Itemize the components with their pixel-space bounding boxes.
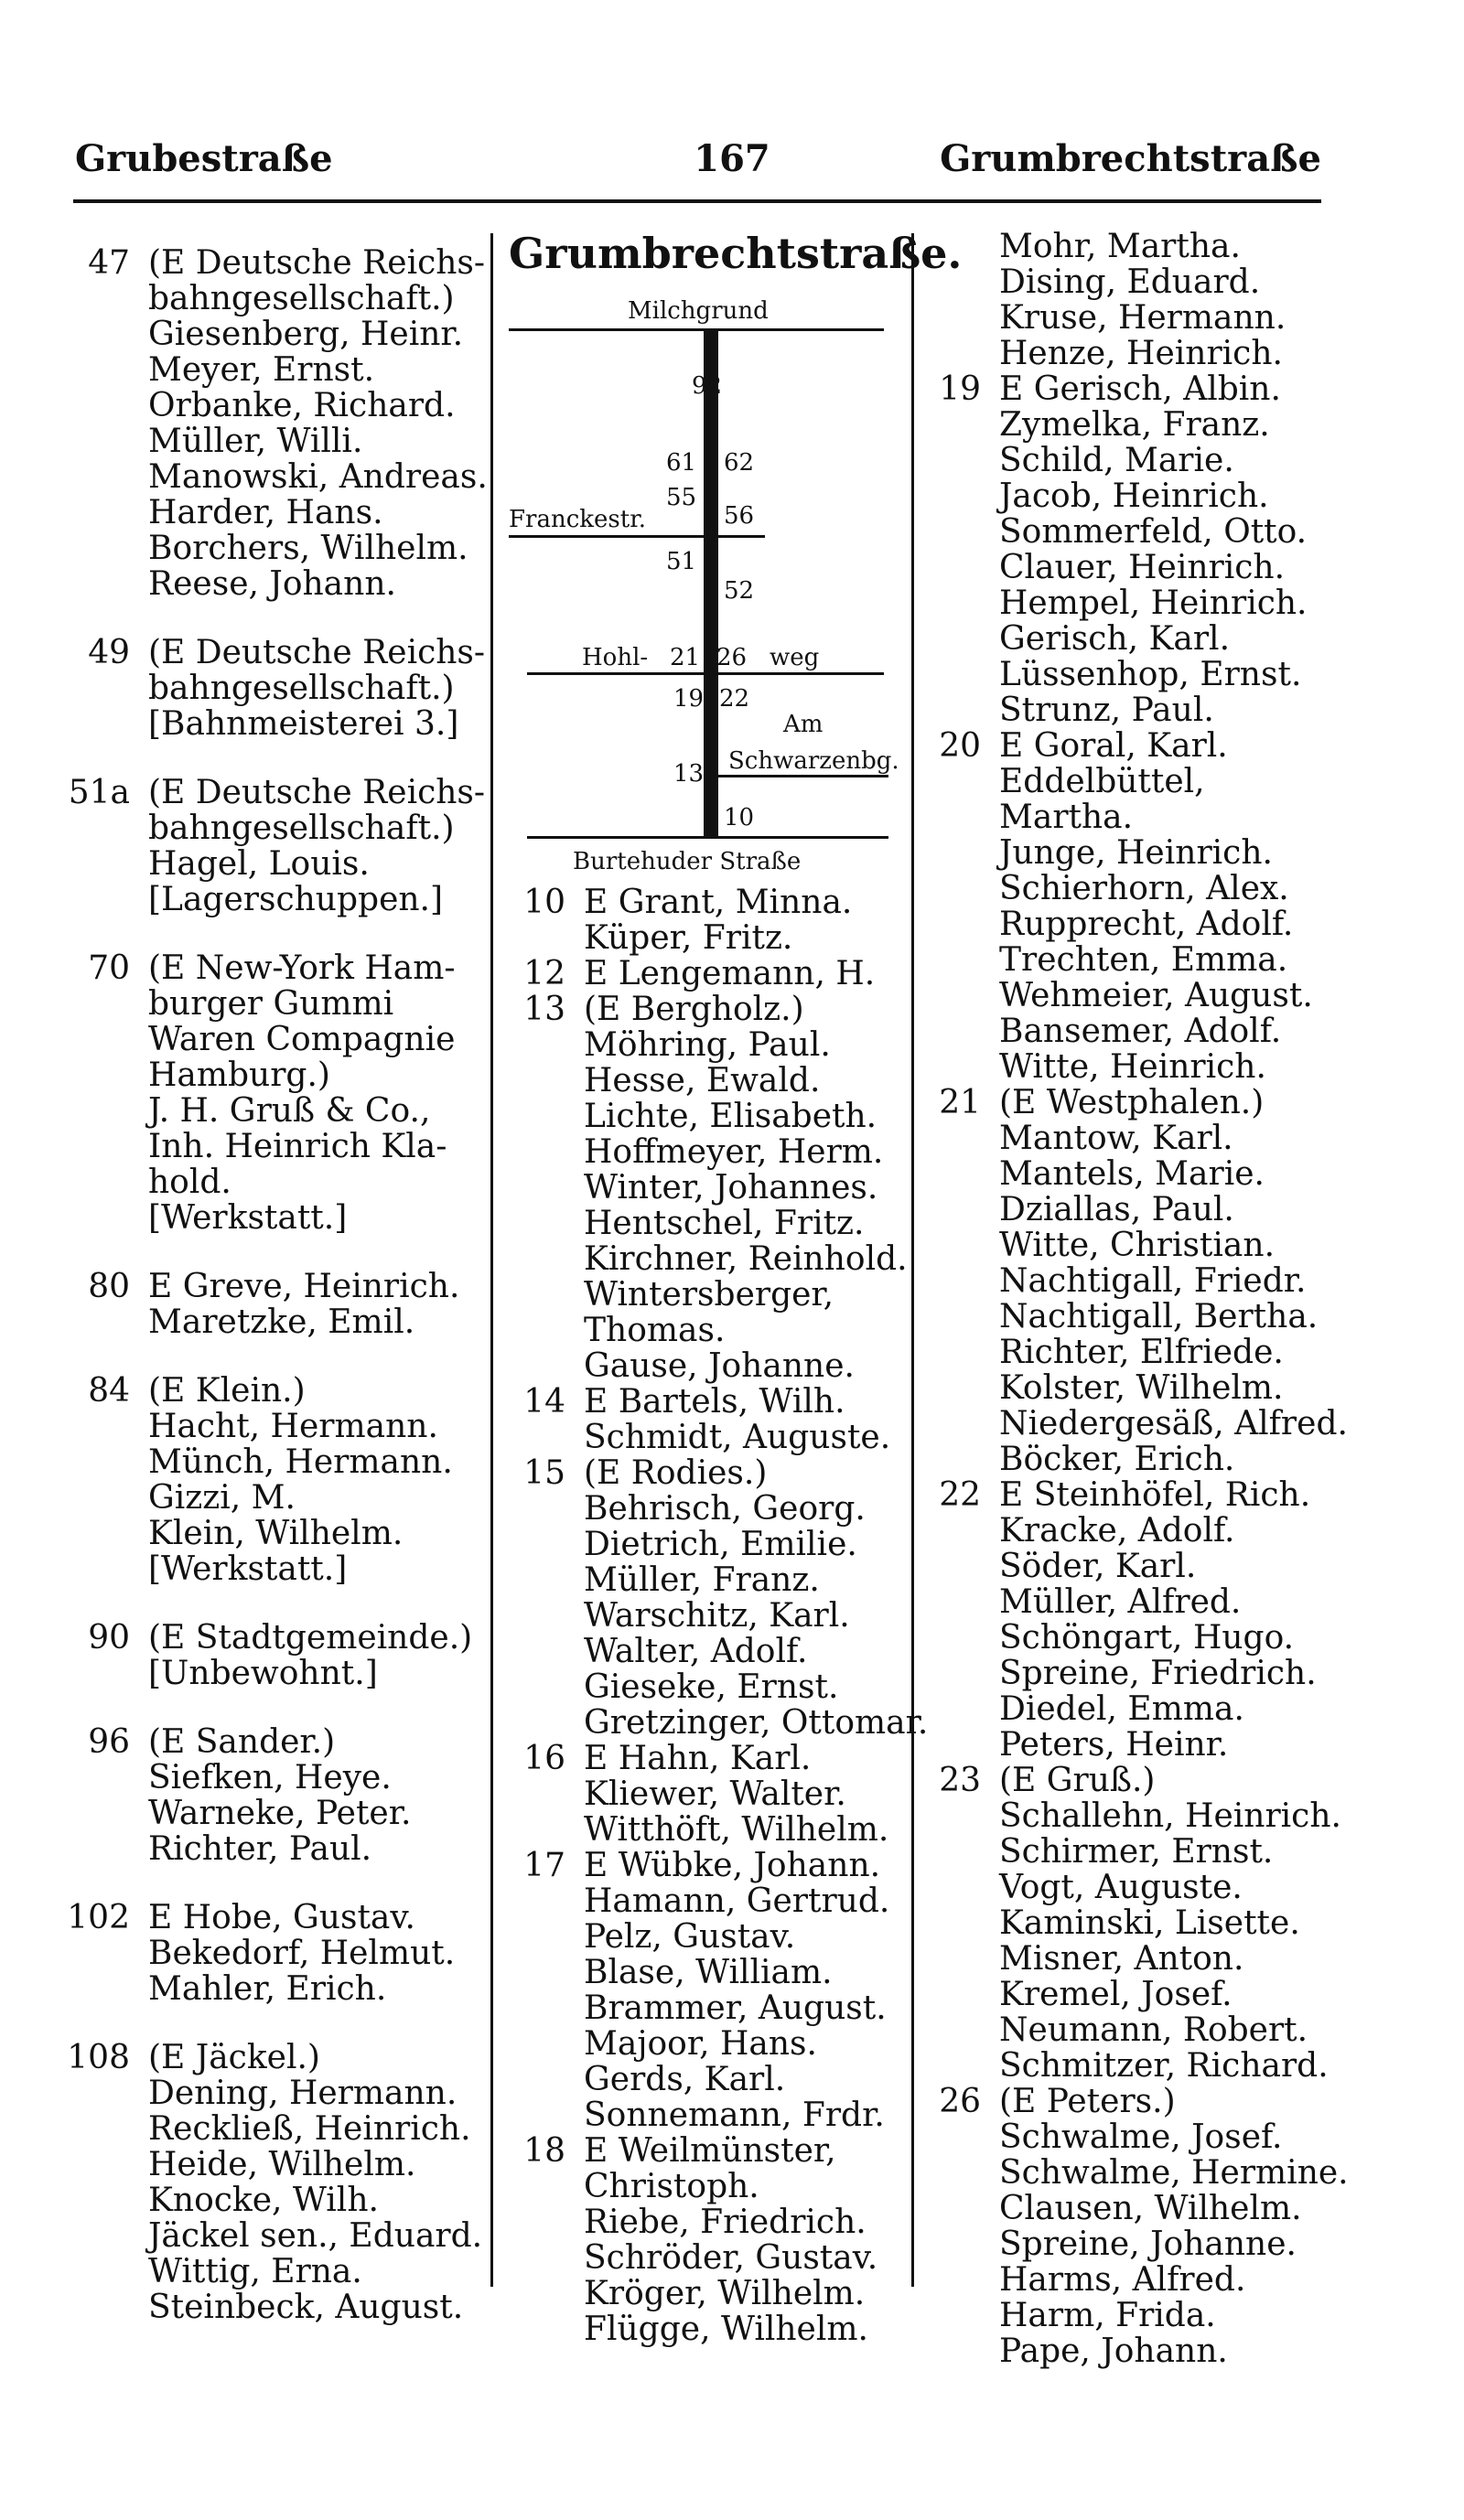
column-divider-left xyxy=(490,233,493,2287)
entry-first-line: E Grant, Minna. xyxy=(584,884,853,921)
entry-line: Gretzinger, Ottomar. xyxy=(584,1704,929,1742)
entry-line: Winter, Johannes. xyxy=(584,1169,878,1206)
entry-line: Gieseke, Ernst. xyxy=(584,1668,839,1706)
entry-line: Bansemer, Adolf. xyxy=(999,1013,1282,1050)
entry-line: Niedergesäß, Alfred. xyxy=(999,1405,1348,1442)
entry-line: Martha. xyxy=(999,799,1134,836)
entry-line: Wittig, Erna. xyxy=(148,2253,362,2290)
house-number: 18 xyxy=(523,2132,565,2170)
entry-line: Strunz, Paul. xyxy=(999,692,1214,729)
entry-line: Hagel, Louis. xyxy=(148,845,370,883)
house-number: 102 xyxy=(67,1899,130,1936)
entry-line: Gause, Johanne. xyxy=(584,1347,855,1385)
entry-line: Schwalme, Josef. xyxy=(999,2118,1283,2156)
entry-line: Brammer, August. xyxy=(584,1989,887,2027)
house-number: 17 xyxy=(523,1847,565,1884)
entry-line: Harms, Alfred. xyxy=(999,2261,1246,2299)
map-label-hohl: Hohl- xyxy=(582,644,649,671)
entry-line: Lüssenhop, Ernst. xyxy=(999,656,1302,693)
map-number: 10 xyxy=(724,804,755,831)
map-label-franckestr: Franckestr. xyxy=(509,506,647,533)
street-map xyxy=(509,281,902,885)
entry-line: Schmidt, Auguste. xyxy=(584,1419,891,1456)
map-number: 55 xyxy=(666,484,697,511)
entry-line: Schierhorn, Alex. xyxy=(999,870,1289,907)
address-entry xyxy=(500,1741,904,1848)
entry-line: bahngesellschaft.) xyxy=(148,810,455,847)
house-number: 22 xyxy=(939,1476,981,1514)
column-left xyxy=(64,244,488,2358)
entry-line: Harm, Frida. xyxy=(999,2297,1216,2334)
entry-line: Kruse, Hermann. xyxy=(999,299,1286,337)
map-number: 19 xyxy=(673,685,705,713)
entry-first-line: E Wübke, Johann. xyxy=(584,1847,881,1884)
entry-line: Sonnemann, Frdr. xyxy=(584,2096,885,2134)
entry-line: Kliewer, Walter. xyxy=(584,1775,846,1813)
entry-line: Lichte, Elisabeth. xyxy=(584,1098,877,1135)
entry-line: Klein, Wilhelm. xyxy=(148,1515,404,1552)
entry-line: Harder, Hans. xyxy=(148,494,383,531)
entry-line: J. H. Gruß & Co., xyxy=(148,1092,431,1130)
entry-line: Reese, Johann. xyxy=(148,565,396,603)
entry-line: Schröder, Gustav. xyxy=(584,2239,878,2277)
entry-line: Sommerfeld, Otto. xyxy=(999,513,1308,551)
entry-line: Reckließ, Heinrich. xyxy=(148,2110,471,2148)
entry-line: Hesse, Ewald. xyxy=(584,1062,821,1099)
entry-line: Walter, Adolf. xyxy=(584,1633,808,1670)
house-number: 19 xyxy=(939,370,981,408)
entry-line: [Unbewohnt.] xyxy=(148,1655,378,1692)
entry-first-line: E Greve, Heinrich. xyxy=(148,1268,460,1305)
house-number: 21 xyxy=(939,1084,981,1121)
entry-first-line: E Bartels, Wilh. xyxy=(584,1383,845,1421)
entry-first-line: (E Westphalen.) xyxy=(999,1084,1265,1121)
entry-line: Trechten, Emma. xyxy=(999,941,1288,979)
entry-line: Steinbeck, August. xyxy=(148,2289,464,2326)
address-entry xyxy=(500,991,908,1385)
map-line-milchgrund xyxy=(509,328,884,331)
entry-line: Christoph. xyxy=(584,2168,759,2205)
address-entry xyxy=(64,950,485,1236)
address-entry xyxy=(500,1454,929,1742)
entry-line: Witte, Heinrich. xyxy=(999,1048,1266,1086)
entry-line: Jacob, Heinrich. xyxy=(999,477,1269,515)
house-number: 23 xyxy=(939,1762,981,1799)
entry-line: Majoor, Hans. xyxy=(584,2025,817,2063)
entry-line: Gizzi, M. xyxy=(148,1479,296,1517)
map-number: 92 xyxy=(692,372,723,400)
house-number: 96 xyxy=(88,1723,130,1761)
entry-line: Siefken, Heye. xyxy=(148,1759,392,1796)
map-number: 26 xyxy=(716,644,748,671)
entry-line: Witte, Christian. xyxy=(999,1227,1276,1264)
entry-line: Hentschel, Fritz. xyxy=(584,1205,865,1242)
map-number: 56 xyxy=(724,502,755,530)
entry-line: Dietrich, Emilie. xyxy=(584,1526,857,1563)
map-number: 51 xyxy=(666,548,697,575)
entry-line: Dening, Hermann. xyxy=(148,2075,458,2112)
entry-line: Bekedorf, Helmut. xyxy=(148,1935,456,1972)
entry-line: Junge, Heinrich. xyxy=(999,834,1273,872)
entry-line: Kracke, Adolf. xyxy=(999,1512,1235,1550)
map-number: 52 xyxy=(724,577,755,605)
entry-first-line: (E New-York Ham- xyxy=(148,949,456,987)
entry-line: Orbanke, Richard. xyxy=(148,387,456,424)
address-entry xyxy=(915,229,1427,371)
entry-first-line: E Lengemann, H. xyxy=(584,955,876,992)
address-entry xyxy=(64,775,485,917)
entry-line: Borchers, Wilhelm. xyxy=(148,530,468,567)
map-line-hohlweg xyxy=(527,672,884,675)
entry-line: [Bahnmeisterei 3.] xyxy=(148,705,459,743)
entry-first-line: E Goral, Karl. xyxy=(999,727,1228,765)
address-entry xyxy=(64,1620,485,1691)
entry-line: bahngesellschaft.) xyxy=(148,280,455,317)
entry-line: Küper, Fritz. xyxy=(584,919,793,957)
address-entry xyxy=(500,956,904,992)
entry-line: Flügge, Wilhelm. xyxy=(584,2311,868,2348)
house-number: 70 xyxy=(88,949,130,987)
entry-line: Gerisch, Karl. xyxy=(999,620,1231,658)
map-label-weg: weg xyxy=(770,644,820,671)
entry-line: Inh. Heinrich Kla- xyxy=(148,1128,447,1165)
entry-first-line: (E Deutsche Reichs- xyxy=(148,774,486,811)
house-number: 108 xyxy=(67,2039,130,2076)
address-entry xyxy=(915,371,1427,728)
entry-line: Neumann, Robert. xyxy=(999,2011,1308,2049)
house-number: 47 xyxy=(88,244,130,282)
house-number: 84 xyxy=(88,1372,130,1410)
entry-line: Kirchner, Reinhold. xyxy=(584,1240,908,1278)
house-number: 49 xyxy=(88,634,130,671)
map-number: 21 xyxy=(670,644,701,671)
entry-line: [Lagerschuppen.] xyxy=(148,881,444,918)
entry-line: Richter, Elfriede. xyxy=(999,1334,1284,1371)
entry-line: Münch, Hermann. xyxy=(148,1443,453,1481)
entry-first-line: (E Bergholz.) xyxy=(584,991,804,1028)
entry-line: Vogt, Auguste. xyxy=(999,1869,1243,1906)
address-entry xyxy=(500,885,904,956)
entry-line: Spreine, Johanne. xyxy=(999,2225,1297,2263)
entry-line: burger Gummi xyxy=(148,985,394,1023)
entry-line: Dziallas, Paul. xyxy=(999,1191,1234,1228)
entry-line: Schwalme, Hermine. xyxy=(999,2154,1349,2192)
entry-line: Hoffmeyer, Herm. xyxy=(584,1133,884,1171)
entry-first-line: E Hahn, Karl. xyxy=(584,1740,812,1777)
map-label-burtehuder: Burtehuder Straße xyxy=(573,848,802,875)
house-number: 26 xyxy=(939,2083,981,2120)
address-entry xyxy=(500,1384,904,1455)
house-number: 80 xyxy=(88,1268,130,1305)
entry-line: Jäckel sen., Eduard. xyxy=(148,2217,483,2255)
address-entry xyxy=(64,1900,485,2007)
entry-line: Blase, William. xyxy=(584,1954,833,1991)
entry-line: Hamann, Gertrud. xyxy=(584,1882,890,1920)
entry-line: Heide, Wilhelm. xyxy=(148,2146,416,2183)
entry-line: Nachtigall, Bertha. xyxy=(999,1298,1319,1335)
entry-first-line: E Gerisch, Albin. xyxy=(999,370,1281,408)
entry-first-line: (E Jäckel.) xyxy=(148,2039,320,2076)
entry-line: Witthöft, Wilhelm. xyxy=(584,1811,889,1849)
entry-first-line: (E Sander.) xyxy=(148,1723,336,1761)
entry-line: Richter, Paul. xyxy=(148,1830,372,1868)
map-line-schwarzenbg xyxy=(715,775,888,777)
entry-line: Knocke, Wilh. xyxy=(148,2182,379,2219)
entry-line: Maretzke, Emil. xyxy=(148,1303,415,1341)
entry-line: Misner, Anton. xyxy=(999,1940,1244,1978)
house-number: 15 xyxy=(523,1454,565,1492)
entry-first-line: E Steinhöfel, Rich. xyxy=(999,1476,1311,1514)
entry-line: Kremel, Josef. xyxy=(999,1976,1233,2013)
map-number: 22 xyxy=(719,685,750,713)
map-number: 62 xyxy=(724,449,755,477)
entry-line: Giesenberg, Heinr. xyxy=(148,316,464,353)
house-number: 14 xyxy=(523,1383,565,1421)
entry-line: Hamburg.) xyxy=(148,1056,330,1094)
entry-line: Schöngart, Hugo. xyxy=(999,1619,1295,1657)
entry-line: Böcker, Erich. xyxy=(999,1441,1235,1478)
map-line-franckestr xyxy=(509,535,765,538)
map-number: 61 xyxy=(666,449,697,477)
address-entry xyxy=(915,1085,1427,1477)
house-number: 16 xyxy=(523,1740,565,1777)
address-entry xyxy=(64,1724,485,1867)
entry-line: Warneke, Peter. xyxy=(148,1795,412,1832)
house-number: 10 xyxy=(523,884,565,921)
entry-line: Mantow, Karl. xyxy=(999,1120,1233,1157)
address-entry xyxy=(64,1373,485,1587)
entry-line: Henze, Heinrich. xyxy=(999,335,1283,372)
entry-line: Thomas. xyxy=(584,1312,726,1349)
house-number: 13 xyxy=(523,991,565,1028)
entry-line: Manowski, Andreas. xyxy=(148,458,488,496)
entry-line: Möhring, Paul. xyxy=(584,1026,831,1064)
entry-line: Hacht, Hermann. xyxy=(148,1408,438,1445)
map-label-milchgrund: Milchgrund xyxy=(628,297,769,325)
entry-first-line: (E Stadtgemeinde.) xyxy=(148,1619,473,1657)
address-entry xyxy=(915,2084,1427,2369)
address-entry xyxy=(500,2133,904,2347)
entry-line: [Werkstatt.] xyxy=(148,1550,348,1588)
entry-first-line: (E Gruß.) xyxy=(999,1762,1156,1799)
entry-line: Kaminski, Lisette. xyxy=(999,1904,1300,1942)
entry-line: Warschitz, Karl. xyxy=(584,1597,850,1635)
address-entry xyxy=(64,1269,485,1340)
address-entry xyxy=(915,728,1427,1085)
address-entry xyxy=(915,1763,1427,2084)
street-title: Grumbrechtstraße. xyxy=(509,229,963,278)
entry-line: Hempel, Heinrich. xyxy=(999,584,1308,622)
entry-line: Gerds, Karl. xyxy=(584,2061,786,2098)
entry-first-line: (E Deutsche Reichs- xyxy=(148,634,486,671)
entry-line: Pelz, Gustav. xyxy=(584,1918,796,1956)
page-number: 167 xyxy=(694,137,770,180)
entry-line: Müller, Alfred. xyxy=(999,1583,1242,1621)
running-header-left: Grubestraße xyxy=(75,137,333,180)
entry-line: Kröger, Wilhelm. xyxy=(584,2275,866,2312)
header-rule xyxy=(73,199,1321,203)
address-entry xyxy=(500,1848,904,2133)
entry-line: Zymelka, Franz. xyxy=(999,406,1270,444)
address-entry xyxy=(64,2040,485,2325)
entry-line: Kolster, Wilhelm. xyxy=(999,1369,1284,1407)
entry-line: hold. xyxy=(148,1163,231,1201)
entry-first-line: Mohr, Martha. xyxy=(999,228,1241,265)
running-header-right: Grumbrechtstraße xyxy=(940,137,1321,180)
house-number: 12 xyxy=(523,955,565,992)
entry-line: Diedel, Emma. xyxy=(999,1690,1244,1728)
address-entry xyxy=(64,635,485,742)
column-middle-entries xyxy=(500,884,929,2348)
address-entry xyxy=(915,1477,1427,1763)
entry-line: Rupprecht, Adolf. xyxy=(999,906,1294,943)
entry-line: Dising, Eduard. xyxy=(999,263,1261,301)
column-right xyxy=(915,229,1427,2369)
map-label-schwarzenbg: Schwarzenbg. xyxy=(728,747,899,775)
entry-line: Behrisch, Georg. xyxy=(584,1490,866,1528)
entry-line: Söder, Karl. xyxy=(999,1548,1197,1585)
entry-first-line: (E Deutsche Reichs- xyxy=(148,244,486,282)
entry-line: Müller, Franz. xyxy=(584,1561,820,1599)
entry-first-line: (E Peters.) xyxy=(999,2083,1176,2120)
map-line-burtehuder xyxy=(527,836,888,839)
entry-line: Schild, Marie. xyxy=(999,442,1234,479)
map-number: 13 xyxy=(673,760,705,788)
address-entry xyxy=(64,244,488,603)
entry-line: Clausen, Wilhelm. xyxy=(999,2190,1302,2227)
entry-line: Schallehn, Heinrich. xyxy=(999,1797,1341,1835)
entry-first-line: (E Rodies.) xyxy=(584,1454,768,1492)
entry-line: Wehmeier, August. xyxy=(999,977,1313,1014)
entry-line: Clauer, Heinrich. xyxy=(999,549,1286,586)
house-number: 20 xyxy=(939,727,981,765)
entry-line: Müller, Willi. xyxy=(148,423,363,460)
entry-line: Eddelbüttel, xyxy=(999,763,1205,800)
entry-line: bahngesellschaft.) xyxy=(148,670,455,707)
entry-first-line: E Weilmünster, xyxy=(584,2132,836,2170)
entry-line: Mahler, Erich. xyxy=(148,1970,387,2008)
entry-line: [Werkstatt.] xyxy=(148,1199,348,1237)
map-label-am: Am xyxy=(783,711,824,738)
entry-line: Peters, Heinr. xyxy=(999,1726,1229,1764)
entry-line: Mantels, Marie. xyxy=(999,1155,1265,1193)
entry-line: Meyer, Ernst. xyxy=(148,351,375,389)
house-number: 90 xyxy=(88,1619,130,1657)
map-main-street xyxy=(704,331,718,836)
entry-first-line: (E Klein.) xyxy=(148,1372,306,1410)
entry-line: Waren Compagnie xyxy=(148,1021,456,1058)
entry-line: Pape, Johann. xyxy=(999,2332,1228,2370)
entry-line: Spreine, Friedrich. xyxy=(999,1655,1317,1692)
entry-line: Wintersberger, xyxy=(584,1276,834,1314)
house-number: 51a xyxy=(68,774,130,811)
entry-line: Nachtigall, Friedr. xyxy=(999,1262,1307,1300)
column-divider-right xyxy=(911,233,914,2287)
entry-first-line: E Hobe, Gustav. xyxy=(148,1899,415,1936)
entry-line: Riebe, Friedrich. xyxy=(584,2204,867,2241)
entry-line: Schmitzer, Richard. xyxy=(999,2047,1329,2085)
entry-line: Schirmer, Ernst. xyxy=(999,1833,1274,1871)
